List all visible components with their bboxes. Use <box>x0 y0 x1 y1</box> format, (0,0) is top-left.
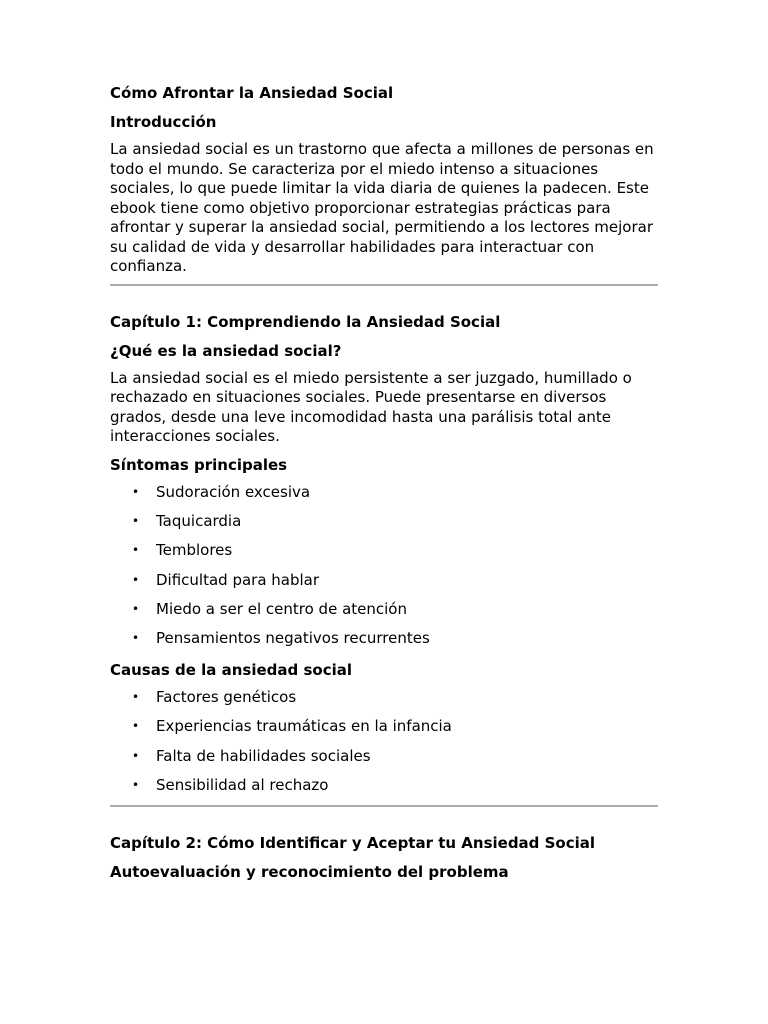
list-item <box>110 483 658 503</box>
what-is-paragraph: La ansiedad social es el miedo persistente a ser juzgado, humillado o rechazado en situaciones sociales. Puede presentarse en diversos grados, desde una leve incomodidad hasta una parálisis total ante interacciones sociales. <box>110 368 632 445</box>
bullet-icon: • <box>132 719 140 734</box>
document-page <box>110 82 658 890</box>
causes-heading: Causas de la ansiedad social <box>110 660 353 679</box>
section-divider <box>110 805 658 807</box>
causes-list <box>110 688 658 796</box>
bullet-icon: • <box>132 631 140 646</box>
bullet-icon: • <box>132 513 140 528</box>
list-item-text: Pensamientos negativos recurrentes <box>156 629 430 648</box>
list-item <box>110 688 658 708</box>
list-item <box>110 571 658 591</box>
list-item <box>110 512 658 532</box>
list-item-text: Sudoración excesiva <box>156 482 311 501</box>
bullet-icon: • <box>132 748 140 763</box>
list-item <box>110 629 658 649</box>
self-evaluation-heading: Autoevaluación y reconocimiento del problema <box>110 863 509 882</box>
bullet-icon: • <box>132 484 140 499</box>
chapter1-heading: Capítulo 1: Comprendiendo la Ansiedad Social <box>110 312 501 331</box>
list-item <box>110 600 658 620</box>
list-item-text: Sensibilidad al rechazo <box>156 776 329 795</box>
list-item <box>110 541 658 561</box>
intro-heading: Introducción <box>110 113 217 131</box>
list-item-text: Taquicardia <box>156 511 242 530</box>
list-item-text: Experiencias traumáticas en la infancia <box>156 717 452 736</box>
list-item <box>110 717 658 737</box>
document-title: Cómo Afrontar la Ansiedad Social <box>110 84 394 102</box>
symptoms-list <box>110 483 658 649</box>
bullet-icon: • <box>132 778 140 793</box>
bullet-icon: • <box>132 689 140 704</box>
symptoms-heading: Síntomas principales <box>110 455 288 474</box>
bullet-icon: • <box>132 602 140 617</box>
list-item-text: Miedo a ser el centro de atención <box>156 600 407 619</box>
chapter2-heading: Capítulo 2: Cómo Identificar y Aceptar tu Ansiedad Social <box>110 834 596 853</box>
bullet-icon: • <box>132 543 140 558</box>
list-item <box>110 747 658 767</box>
intro-paragraph: La ansiedad social es un trastorno que afecta a millones de personas en todo el mundo. Se caracteriza por el miedo intenso a situaciones sociales, lo que puede limitar la vida diaria de quienes la padecen. Este ebook tiene como objetivo proporcionar estrategias prácticas para afrontar y superar la ansiedad social, permitiendo a los lectores mejorar su calidad de vida y desarrollar habilidades para interactuar con confianza. <box>110 140 654 275</box>
list-item-text: Falta de habilidades sociales <box>156 746 371 765</box>
list-item <box>110 776 658 796</box>
list-item-text: Temblores <box>156 541 233 560</box>
list-item-text: Factores genéticos <box>156 687 297 706</box>
what-is-heading: ¿Qué es la ansiedad social? <box>110 341 342 360</box>
list-item-text: Dificultad para hablar <box>156 570 320 589</box>
bullet-icon: • <box>132 572 140 587</box>
section-divider <box>110 284 658 286</box>
